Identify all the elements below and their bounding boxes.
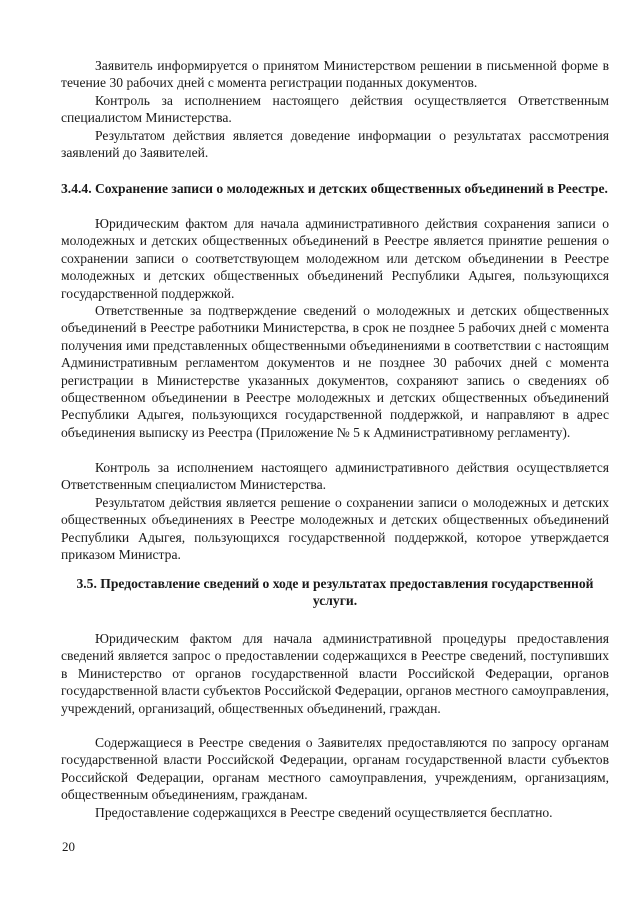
paragraph-responsible: Ответственные за подтверждение сведений о молодежных и детских общественных объединений в Реестре работники Министерства, в срок не позднее 5 рабочих дней с момента получения ими представленных общественными объединениями в соответствии с настоящим Административным регламентом документов и не позднее 30 рабочих дней с момента регистрации в Министерстве указанных документов, сохраняют запись о сведениях об общественном объединении в Реестре молодежных и детских общественных объединений Республики Адыгея, пользующихся государственной поддержкой, и направляют в адрес объединения выписку из Реестра (Приложение № 5 к Административному регламенту). — [61, 303, 609, 440]
paragraph-legal-fact-2: Юридическим фактом для начала административной процедуры предоставления сведений является запрос о предоставлении содержащихся в Реестре сведений, поступивших в Министерство от органов государственной власти Российской Федерации, органов государственной власти субъектов Российской Федерации, органов местного самоуправления, учреждений, организаций, общественных объединений, граждан. — [61, 631, 609, 716]
page-number: 20 — [62, 839, 75, 854]
paragraph-control-2: Контроль за исполнением настоящего административного действия осуществляется Ответственным специалистом Министерства. — [61, 460, 609, 493]
paragraph-notification: Заявитель информируется о принятом Министерством решении в письменной форме в течение 30 рабочих дней с момента регистрации поданных документов. — [61, 58, 609, 91]
paragraph-free: Предоставление содержащихся в Реестре сведений осуществляется бесплатно. — [95, 805, 553, 820]
section-heading-3-5: 3.5. Предоставление сведений о ходе и результатах предоставления государственной услуги. — [76, 576, 594, 609]
paragraph-control: Контроль за исполнением настоящего действия осуществляется Ответственным специалистом Министерства. — [61, 93, 609, 126]
section-heading-3-4-4: 3.4.4. Сохранение записи о молодежных и детских общественных объединений в Реестре. — [61, 181, 608, 196]
paragraph-legal-fact: Юридическим фактом для начала административного действия сохранения записи о молодежных и детских общественных объединений в Реестре является принятие решения о сохранении записи о соответствующем молодежном или детском объединении в Реестре молодежных и детских общественных объединений Республики Адыгея, пользующихся государственной поддержкой. — [61, 216, 609, 301]
paragraph-result-2: Результатом действия является решение о сохранении записи о молодежных и детских общественных объединениях в Реестре молодежных и детских общественных объединений Республики Адыгея, пользующихся государственной поддержкой, которое утверждается приказом Министра. — [61, 495, 609, 563]
paragraph-result: Результатом действия является доведение информации о результатах рассмотрения заявлений до Заявителей. — [61, 128, 609, 161]
paragraph-provision: Содержащиеся в Реестре сведения о Заявителях предоставляются по запросу органам государственной власти Российской Федерации, органам государственной власти субъектов Российской Федерации, органам местного самоуправления, учреждениям, организациям, общественным объединениям, гражданам. — [61, 735, 609, 803]
